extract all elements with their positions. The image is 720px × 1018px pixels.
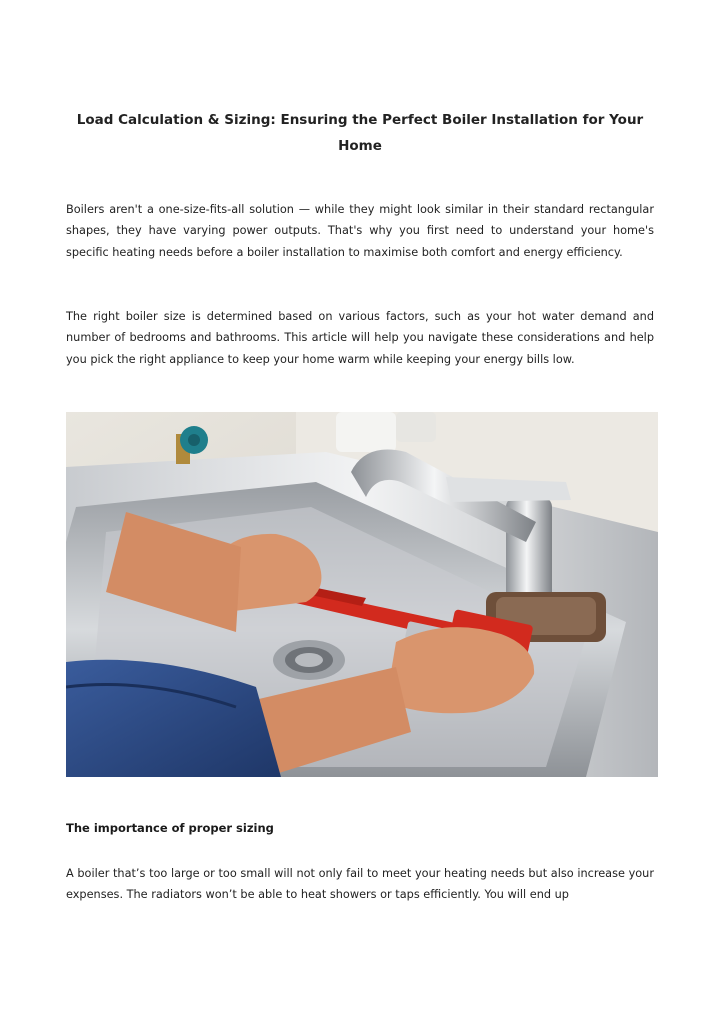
section-heading: The importance of proper sizing bbox=[66, 821, 274, 835]
article-title: Load Calculation & Sizing: Ensuring the Perfect Boiler Installation for Your Home bbox=[76, 112, 644, 154]
plumber-fixing-sink-photo bbox=[66, 412, 658, 777]
intro-paragraph-2: The right boiler size is determined based on various factors, such as your hot water demand and number of bedrooms and bathrooms. This article will help you navigate these considerations and help you pick the right appliance to keep your home warm while keeping your energy bills low. bbox=[66, 310, 654, 366]
section-paragraph: A boiler that’s too large or too small will not only fail to meet your heating needs but also increase your expenses. The radiators won’t be able to heat showers or taps efficiently. You will end up bbox=[66, 867, 654, 902]
intro-paragraph-1: Boilers aren't a one-size-fits-all solution — while they might look similar in their standard rectangular shapes, they have varying power outputs. That's why you first need to understand your home's specific heating needs before a boiler installation to maximise both comfort and energy efficiency. bbox=[66, 203, 654, 259]
